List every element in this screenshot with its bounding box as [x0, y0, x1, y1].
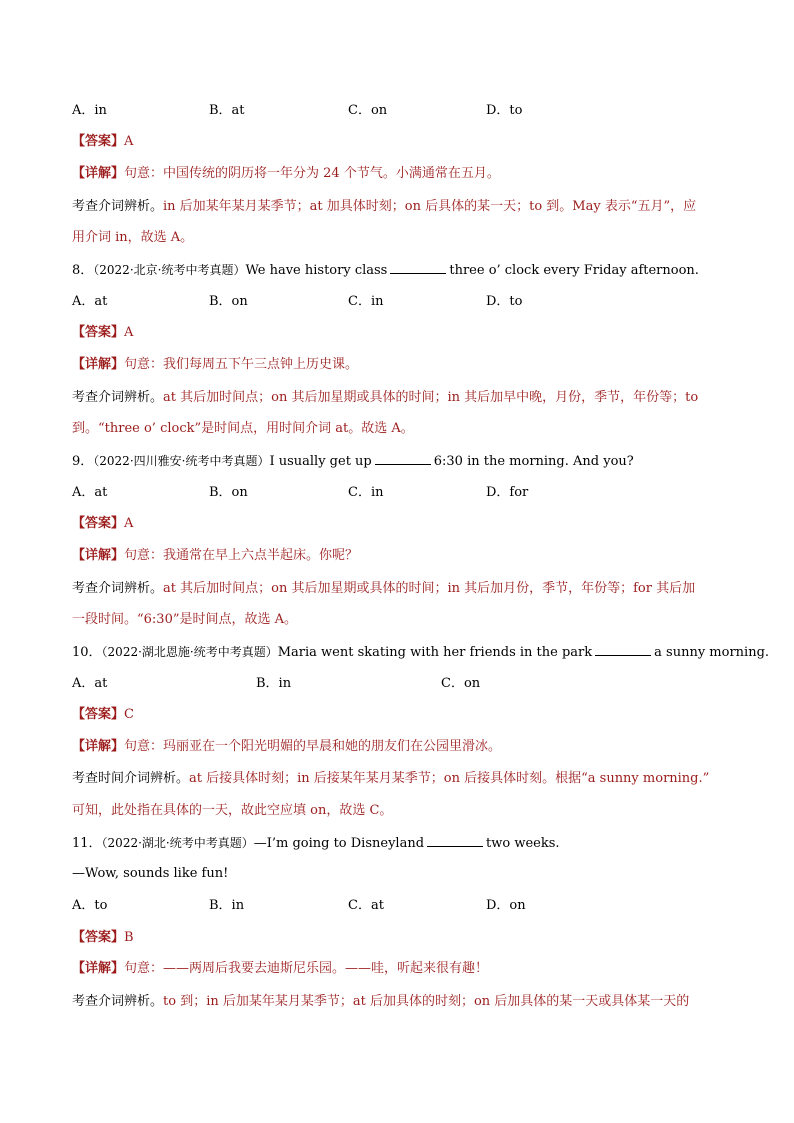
q10-option-c[interactable]: C．on [441, 676, 481, 691]
q9-blank[interactable] [375, 452, 431, 465]
detail-label: 【详解】 [72, 166, 125, 181]
q11-option-a[interactable]: A．to [72, 898, 108, 913]
q8-option-d[interactable]: D．to [486, 294, 523, 309]
q8-source: （2022·北京·统考中考真题） [93, 263, 246, 277]
q11-option-c[interactable]: C．at [348, 898, 384, 913]
q8-detail-3: 到。“three o’ clock”是时间点，用时间介词 at。故选 A。 [72, 421, 414, 436]
q10-detail-2: 考查时间介词辨析。at 后接具体时刻；in 后接某年某月某季节；on 后接具体时刻。根据“a sunny morning.” [72, 771, 710, 786]
q8-detail-1: 【详解】句意：我们每周五下午三点钟上历史课。 [72, 357, 359, 372]
q11-stem: 11．（2022·湖北·统考中考真题）—I’m going to Disneyland two weeks. [72, 836, 560, 851]
q10-answer [72, 705, 724, 725]
q7-detail-3: 用介词 in，故选 A。 [72, 230, 194, 245]
answer-value: A [124, 134, 134, 149]
answer-value: A [124, 516, 134, 531]
q10-blank[interactable] [595, 643, 651, 656]
q8-detail-2: 考查介词辨析。at 其后加时间点；on 其后加星期或具体的时间；in 其后加早中晚，月份，季节，年份等；to [72, 390, 699, 405]
q9-detail-2: 考查介词辨析。at 其后加时间点；on 其后加星期或具体的时间；in 其后加月份，季节，年份等；for 其后加 [72, 581, 696, 596]
q9-option-d[interactable]: D．for [486, 485, 529, 500]
answer-label: 【答案】 [72, 930, 125, 945]
q10-option-b[interactable]: B．in [256, 676, 292, 691]
detail-label: 【详解】 [72, 548, 125, 563]
q8-option-a[interactable]: A．at [72, 294, 108, 309]
q9-answer [72, 514, 724, 534]
answer-label: 【答案】 [72, 325, 125, 340]
answer-label: 【答案】 [72, 134, 125, 149]
answer-value: B [124, 930, 134, 945]
q11-answer [72, 928, 724, 948]
q11-detail-2: 考查介词辨析。to 到；in 后加某年某月某季节；at 后加具体的时刻；on 后加具体的某一天或具体某一天的 [72, 994, 690, 1009]
q8-option-b[interactable]: B．on [209, 294, 248, 309]
q7-option-d[interactable]: D．to [486, 103, 523, 118]
q11-source: （2022·湖北·统考中考真题） [101, 836, 254, 850]
q9-detail-1: 【详解】句意：我通常在早上六点半起床。你呢？ [72, 548, 359, 563]
detail-label: 【详解】 [72, 739, 125, 754]
q11-option-b[interactable]: B．in [209, 898, 245, 913]
answer-value: A [124, 325, 134, 340]
q10-stem: 10．（2022·湖北恩施·统考中考真题）Maria went skating with her friends in the park a sunny morning. [72, 645, 770, 660]
q9-option-b[interactable]: B．on [209, 485, 248, 500]
q7-option-b[interactable]: B．at [209, 103, 245, 118]
q9-detail-3: 一段时间。“6:30”是时间点，故选 A。 [72, 612, 298, 627]
q10-detail-1: 【详解】句意：玛丽亚在一个阳光明媚的早晨和她的朋友们在公园里滑冰。 [72, 739, 502, 754]
q9-option-a[interactable]: A．at [72, 485, 108, 500]
q11-option-d[interactable]: D．on [486, 898, 526, 913]
answer-value: C [124, 707, 134, 722]
q7-detail-2: 考查介词辨析。in 后加某年某月某季节；at 加具体时刻；on 后具体的某一天；to 到。May 表示“五月”，应 [72, 199, 697, 214]
q9-stem: 9．（2022·四川雅安·统考中考真题）I usually get up 6:30 in the morning. And you? [72, 454, 634, 469]
q7-answer [72, 132, 724, 152]
q8-option-c[interactable]: C．in [348, 294, 384, 309]
q8-blank[interactable] [390, 261, 446, 274]
answer-label: 【答案】 [72, 516, 125, 531]
detail-label: 【详解】 [72, 357, 125, 372]
q10-option-a[interactable]: A．at [72, 676, 108, 691]
q7-detail-1: 【详解】句意：中国传统的阴历将一年分为 24 个节气。小满通常在五月。 [72, 166, 500, 181]
q8-answer [72, 323, 724, 343]
answer-label: 【答案】 [72, 707, 125, 722]
q11-stem-2: —Wow, sounds like fun! [72, 866, 229, 881]
q7-option-a[interactable]: A．in [72, 103, 107, 118]
detail-label: 【详解】 [72, 961, 125, 976]
q11-blank[interactable] [427, 834, 483, 847]
q9-source: （2022·四川雅安·统考中考真题） [93, 454, 270, 468]
q8-stem: 8．（2022·北京·统考中考真题）We have history class three o’ clock every Friday afternoon. [72, 263, 699, 278]
q11-detail-1: 【详解】句意：——两周后我要去迪斯尼乐园。——哇，听起来很有趣！ [72, 961, 489, 976]
q9-option-c[interactable]: C．in [348, 485, 384, 500]
q7-option-c[interactable]: C．on [348, 103, 388, 118]
q10-source: （2022·湖北恩施·统考中考真题） [101, 645, 278, 659]
q10-detail-3: 可知，此处指在具体的一天，故此空应填 on，故选 C。 [72, 803, 393, 818]
